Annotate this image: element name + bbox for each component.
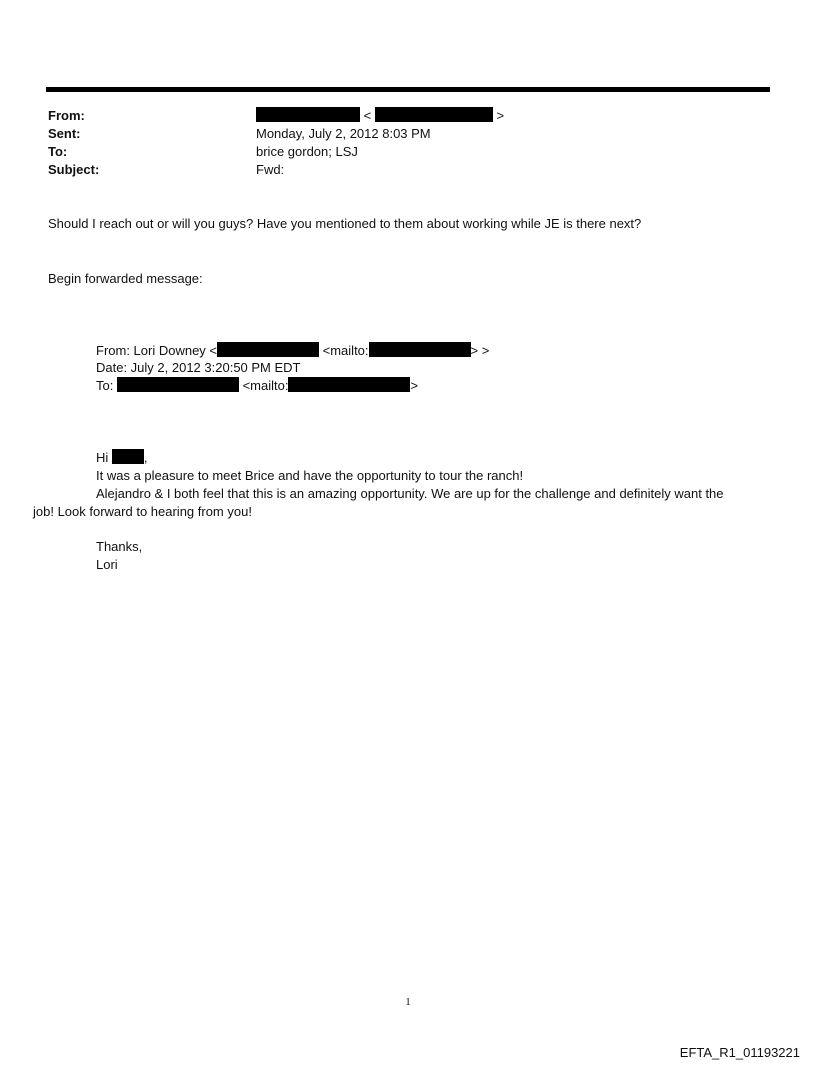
redaction-block <box>117 377 239 392</box>
forwarded-date-line: Date: July 2, 2012 3:20:50 PM EDT <box>96 360 301 375</box>
redaction-block <box>375 107 493 122</box>
greeting-comma: , <box>143 450 148 465</box>
subject-label: Subject: <box>48 162 100 177</box>
from-value <box>256 107 504 125</box>
header-rule <box>46 87 770 92</box>
forwarded-from-mailto: <mailto: <box>322 343 369 358</box>
redaction-block <box>217 342 319 357</box>
begin-forwarded-text: Begin forwarded message: <box>48 271 203 286</box>
sent-value: Monday, July 2, 2012 8:03 PM <box>256 126 431 141</box>
redaction-block <box>369 342 471 357</box>
subject-value: Fwd: <box>256 162 285 177</box>
message-text: Should I reach out or will you guys? Have you mentioned to them about working while JE is there next? <box>48 216 642 231</box>
letter-greeting <box>96 449 148 467</box>
from-open-bracket: < <box>363 108 372 123</box>
redaction-block <box>288 377 410 392</box>
letter-line-3: job! Look forward to hearing from you! <box>33 504 252 519</box>
forwarded-to-mailto: <mailto: <box>242 378 289 393</box>
letter-line-1: It was a pleasure to meet Brice and have the opportunity to tour the ranch! <box>96 468 524 483</box>
to-value: brice gordon; LSJ <box>256 144 358 159</box>
letter-signature: Lori <box>96 557 118 572</box>
redaction-block <box>256 107 360 122</box>
to-label: To: <box>48 144 68 159</box>
forwarded-from-prefix: From: Lori Downey < <box>96 343 218 358</box>
redaction-block <box>112 449 144 464</box>
forwarded-to-prefix: To: <box>96 378 114 393</box>
bates-number: EFTA_R1_01193221 <box>679 1045 800 1060</box>
forwarded-from-line <box>96 342 489 360</box>
page-number: 1 <box>405 996 411 1008</box>
forwarded-to-close: > <box>410 378 419 393</box>
from-label: From: <box>48 108 85 123</box>
forwarded-to-line <box>96 377 418 395</box>
letter-closing: Thanks, <box>96 539 143 554</box>
from-close-bracket: > <box>496 108 505 123</box>
greeting-word: Hi <box>96 450 109 465</box>
forwarded-from-close: > > <box>470 343 490 358</box>
sent-label: Sent: <box>48 126 81 141</box>
letter-line-2: Alejandro & I both feel that this is an amazing opportunity. We are up for the challenge and definitely want the <box>96 486 724 501</box>
